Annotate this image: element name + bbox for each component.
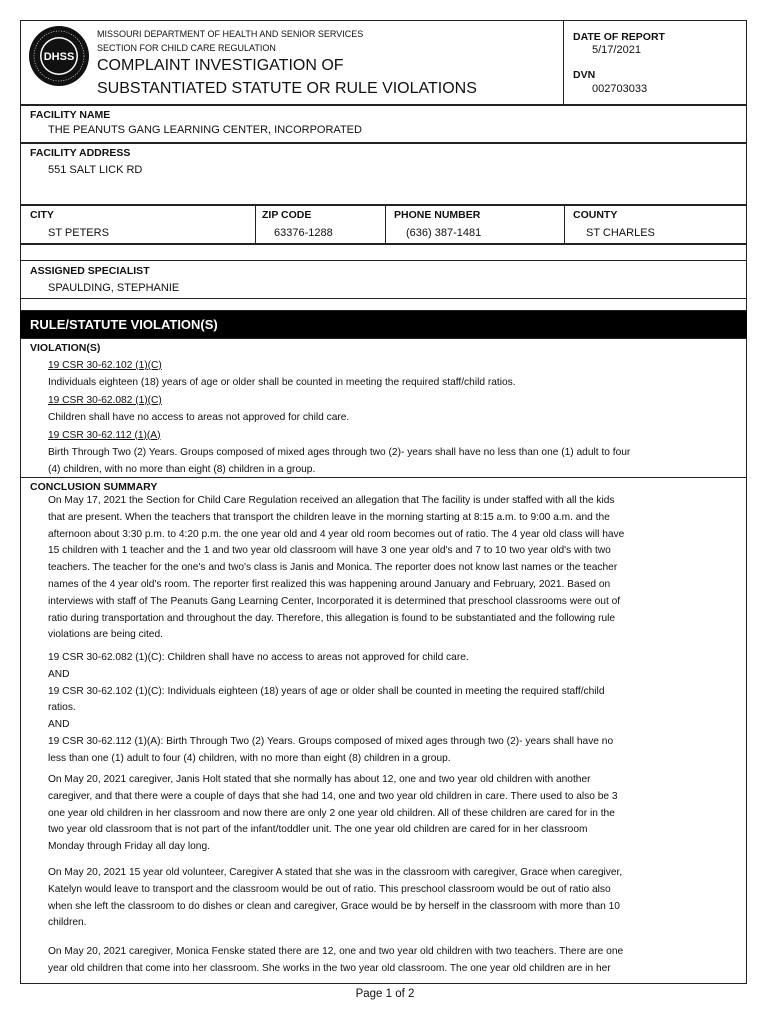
text-line: 19 CSR 30-62.112 (1)(A): Birth Through Two (2) Years. Groups composed of mixed ages through two (2)- years shall have no	[48, 735, 614, 747]
text-line: caregiver, and that there were a couple of days that she had 14, one and two year old children in care. There used to also be 3	[48, 790, 618, 802]
text-line: year old children that come into her classroom. She works in the two year old classroom. The one year old children are in her	[48, 962, 611, 974]
violation-text: Children shall have no access to areas not approved for child care.	[48, 412, 350, 424]
text-line: AND	[48, 719, 70, 731]
text-line: that are present. When the teachers that transport the children leave in the morning starting at 8:15 a.m. to 9:00 a.m. and the	[48, 511, 610, 523]
text-line: Monday through Friday all day long.	[48, 841, 210, 853]
conclusion-paragraph-4	[48, 865, 698, 932]
violation-code: 19 CSR 30-62.112 (1)(A)	[48, 429, 161, 441]
text-line: ratio during transportation and throughout the day. Therefore, this allegation is found to be substantiated and the following rule	[48, 612, 616, 624]
seal-text: DHSS	[43, 51, 75, 63]
spacer-row-2	[20, 298, 747, 311]
conclusion-paragraph-3	[48, 772, 698, 856]
county-label: COUNTY	[573, 209, 618, 221]
phone-label: PHONE NUMBER	[394, 209, 481, 221]
report-title-line1: COMPLAINT INVESTIGATION OF	[97, 57, 344, 74]
text-line: one year old children in her classroom and now there are only 2 one year old children. All of these children are cared for in the	[48, 807, 615, 819]
text-line: when she left the classroom to do dishes or clean and caregiver, Grace would be by herself in the classroom with more than 10	[48, 900, 620, 912]
spacer-row	[20, 244, 747, 261]
conclusion-paragraph-1	[48, 493, 698, 644]
violations-label: VIOLATION(S)	[30, 342, 101, 354]
city-value: ST PETERS	[48, 227, 109, 239]
department-name: MISSOURI DEPARTMENT OF HEALTH AND SENIOR SERVICES	[97, 29, 364, 39]
date-of-report-label: DATE OF REPORT	[573, 31, 665, 43]
text-line: less than one (1) adult to four (4) children, with no more than eight (8) children in a group.	[48, 752, 451, 764]
zip-label: ZIP CODE	[262, 209, 312, 221]
dhss-seal	[28, 25, 90, 87]
text-line: two year old classroom that is not part of the infant/toddler unit. The one year old children are cared for in her classroom	[48, 824, 588, 836]
text-line: On May 20, 2021 caregiver, Janis Holt stated that she normally has about 12, one and two year old children with another	[48, 774, 591, 785]
text-line: afternoon about 3:30 p.m. to 4:20 p.m. the one year old and 4 year old room becomes out of ratio. The 4 year old class will have	[48, 528, 625, 540]
date-of-report-value: 5/17/2021	[592, 44, 641, 56]
page-number: Page 1 of 2	[355, 988, 415, 1000]
specialist-label: ASSIGNED SPECIALIST	[30, 265, 150, 277]
facility-address-label: FACILITY ADDRESS	[30, 147, 131, 159]
text-line: 15 children with 1 teacher and the 1 and two year old classroom will have 3 one year old's and 7 to 10 two year old's with two	[48, 545, 611, 557]
facility-name-label: FACILITY NAME	[30, 109, 111, 121]
section-name: SECTION FOR CHILD CARE REGULATION	[97, 43, 276, 53]
text-line: ratios.	[48, 702, 76, 714]
zip-value: 63376-1288	[274, 227, 333, 239]
text-line: 19 CSR 30-62.102 (1)(C): Individuals eighteen (18) years of age or older shall be counted in meeting the required staff/child	[48, 685, 605, 697]
text-line: violations are being cited.	[48, 629, 163, 641]
text-line: children.	[48, 917, 87, 929]
dvn-value: 002703033	[592, 83, 648, 95]
rule-violation-banner-text: RULE/STATUTE VIOLATION(S)	[30, 317, 218, 332]
violation-text: Individuals eighteen (18) years of age or older shall be counted in meeting the required staff/child ratios.	[48, 377, 516, 389]
text-line: On May 17, 2021 the Section for Child Care Regulation received an allegation that The facility is under staffed with all the kids	[48, 495, 615, 506]
specialist-value: SPAULDING, STEPHANIE	[48, 282, 180, 294]
facility-address-value: 551 SALT LICK RD	[48, 164, 143, 176]
violation-code: 19 CSR 30-62.102 (1)(C)	[48, 360, 162, 371]
phone-value: (636) 387-1481	[406, 227, 482, 239]
text-line: Katelyn would leave to transport and the classroom would be out of ratio. This preschool classroom would be out of ratio also	[48, 883, 611, 895]
report-title-line2: SUBSTANTIATED STATUTE OR RULE VIOLATIONS	[97, 80, 477, 97]
text-line: AND	[48, 668, 70, 680]
text-line: On May 20, 2021 15 year old volunteer, Caregiver A stated that she was in the classroom with caregiver, Grace when caregiver,	[48, 867, 623, 878]
text-line: names of the 4 year old's room. The reporter first realized this was happening around January and February, 2021. Based on	[48, 578, 611, 590]
violation-text: (4) children, with no more than eight (8) children in a group.	[48, 464, 316, 476]
county-value: ST CHARLES	[586, 227, 655, 239]
city-label: CITY	[30, 209, 54, 221]
violation-code: 19 CSR 30-62.082 (1)(C)	[48, 394, 162, 406]
conclusion-paragraph-2	[48, 650, 698, 768]
violation-text: Birth Through Two (2) Years. Groups composed of mixed ages through two (2)- years shall have no less than one (1) adult to four	[48, 447, 631, 459]
conclusion-label: CONCLUSION SUMMARY	[30, 481, 158, 493]
text-line: On May 20, 2021 caregiver, Monica Fenske stated there are 12, one and two year old children with two teachers. There are one	[48, 946, 624, 957]
dvn-label: DVN	[573, 69, 596, 81]
text-line: interviews with staff of The Peanuts Gang Learning Center, Incorporated it is determined that preschool classrooms were out of	[48, 595, 621, 607]
violations-list	[48, 357, 698, 479]
text-line: 19 CSR 30-62.082 (1)(C): Children shall have no access to areas not approved for child care.	[48, 652, 469, 663]
text-line: teachers. The teacher for the one's and two's class is Janis and Monica. The reporter does not know last names or the teacher	[48, 562, 618, 574]
facility-name-value: THE PEANUTS GANG LEARNING CENTER, INCORPORATED	[48, 124, 362, 136]
conclusion-paragraph-5	[48, 944, 698, 978]
